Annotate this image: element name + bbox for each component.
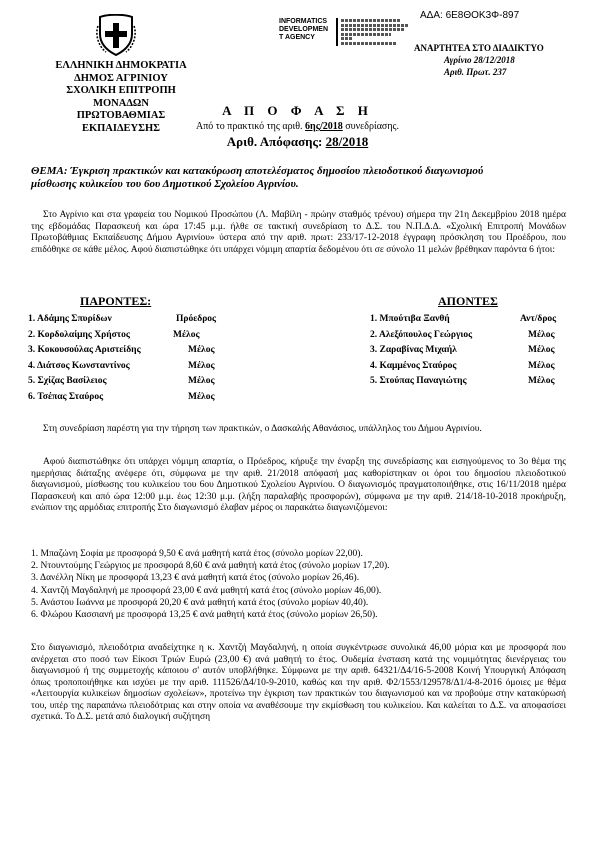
secretary-paragraph: Στη συνεδρίαση παρέστη για την τήρηση των πρακτικών, ο Δασκαλής Αθανάσιος, υπάλληλος του Δήμου Αγρινίου. <box>43 424 482 434</box>
list-item: 3. Δανέλλη Νίκη με προσφορά 13,23 € ανά μαθητή κατά έτος (σύνολο μορίων 26,46). <box>31 573 360 584</box>
issuer-line: ΔΗΜΟΣ ΑΓΡΙΝΙΟΥ <box>74 72 168 84</box>
issuer-line: ΠΡΩΤΟΒΑΘΜΙΑΣ ΕΚΠΑΙΔΕΥΣΗΣ <box>76 110 166 134</box>
logo-emblem-icon <box>336 18 338 46</box>
document-date: Αγρίνιο 28/12/2018 <box>444 55 515 65</box>
list-item: 6. Τσέπας Σταύρος Μέλος <box>28 391 215 402</box>
protocol-number: Αριθ. Πρωτ. 237 <box>444 67 507 77</box>
list-item: 6. Φλώρου Κασσιανή με προσφορά 13,25 € ανά μαθητή κατά έτος (σύνολο μορίων 26,50). <box>31 610 378 621</box>
logo-fine-print <box>341 19 419 45</box>
decision-number: Αριθ. Απόφασης: 28/2018 <box>226 134 369 149</box>
present-heading: ΠΑΡΟΝΤΕΣ: <box>80 294 152 308</box>
logo-line: INFORMATICS <box>279 18 328 25</box>
proceedings-paragraph: Αφού διαπιστώθηκε ότι υπάρχει νόμιμη απαρτία, ο Πρόεδρος, κήρυξε την έναρξη της συνεδρίασης και εισηγούμενος το 3ο θέμα της ημερήσιας διάταξης ανέφερε ότι, σύμφωνα με την αριθ. 21/2018 απόφασή μας καθορίστηκαν οι όροι του δημοσίου πλειοδοτικού διαγωνισμού, μίσθωσης του κυλικείου του 6ου Δημοτικού Σχολείου Αγρινίου. Ο διαγωνισμός πραγματοποιήθηκε, στις 16/11/2018 ημέρα Παρασκευή και από ώρα 12:00 μ.μ. έως 12:30 μ.μ. (λήξη παραλαβής προσφορών), σύμφωνα με την αριθ. 214/18-10-2018 προκήρυξη, ενώπιον της αρμόδιας επιτροπής Στο διαγωνισμό έλαβαν μέρος οι παρακάτω διαγωνιζόμενοι: <box>31 457 566 513</box>
list-item: 4. Διάτσος Κωνσταντίνος Μέλος <box>28 360 215 371</box>
present-members-list <box>28 312 248 406</box>
ada-code: ΑΔΑ: 6Ε8ΘΟΚ3Φ-897 <box>420 10 520 21</box>
posting-notice: ΑΝΑΡΤΗΤΕΑ ΣΤΟ ΔΙΑΔΙΚΤΥΟ <box>414 43 544 53</box>
list-item: 3. Ζαραβίνας Μιχαήλ Μέλος <box>370 345 555 356</box>
logo-line: DEVELOPMEN <box>279 26 329 33</box>
intro-paragraph: Στο Αγρίνιο και στα γραφεία του Νομικού Προσώπου (Λ. Μαβίλη - πρώην σταθμός τρένου) σήμερα την 21η Δεκεμβρίου 2018 ημέρα της εβδομάδας Παρασκευή και ώρα 17:45 μ.μ. ήλθε σε τακτική συνεδρίαση το Δ.Σ. του Ν.Π.Δ.Δ. «Σχολική Επιτροπή Μονάδων Πρωτοβάθμιας Εκπαίδευσης Δήμου Αγρινίου» ύστερα από την αριθ. πρωτ: 233/17-12-2018 έγγραφη πρόσκληση του Προέδρου, που επιδόθηκε σε κάθε μέλος. Αφού διαπιστώθηκε ότι υπάρχει νόμιμη απαρτία δεδομένου ότι σε σύνολο 11 μελών βρέθηκαν παρόντα 6 ήτοι: <box>31 210 566 255</box>
subject-line: ΘΕΜΑ: Έγκριση πρακτικών και κατακύρωση αποτελέσματος δημοσίου πλειοδοτικού διαγωνισμού μίσθωσης κυλικείου του 6ου Δημοτικού Σχολείου Αγρινίου. <box>31 165 484 190</box>
list-item: 1. Αδάμης Σπυρίδων Πρόεδρος <box>28 314 217 324</box>
list-item: 2. Ντουντούμης Γεώργιος με προσφορά 8,60 € ανά μαθητή κατά έτος (σύνολο μορίων 17,20). <box>31 561 390 572</box>
greek-emblem-icon <box>96 14 136 56</box>
list-item: 4. Καμμένος Σταύρος Μέλος <box>370 360 555 371</box>
issuer-line: ΕΛΛΗΝΙΚΗ ΔΗΜΟΚΡΑΤΙΑ <box>55 60 187 71</box>
list-item: 3. Κοκουσούλας Αριστείδης Μέλος <box>28 345 215 356</box>
logo-line: T AGENCY <box>279 34 315 41</box>
document-subtitle: Από το πρακτικό της αριθ. 6ης/2018 συνεδρίασης. <box>195 121 400 132</box>
list-item: 1. Μπαζώνη Σοφία με προσφορά 9,50 € ανά μαθητή κατά έτος (σύνολο μορίων 22,00). <box>31 549 363 559</box>
list-item: 4. Χαντζή Μαγδαληνή με προσφορά 23,00 € ανά μαθητή κατά έτος (σύνολο μορίων 46,00). <box>31 585 382 596</box>
list-item: 5. Ανάστου Ιωάννα με προσφορά 20,20 € ανά μαθητή κατά έτος (σύνολο μορίων 40,40). <box>31 597 369 608</box>
list-item: 2. Κορδολαίμης Χρήστος Μέλος <box>28 329 200 340</box>
list-item: 1. Μπούτιβα Ξανθή Αντ/δρος <box>370 314 557 324</box>
offers-list <box>31 548 390 621</box>
conclusion-paragraph: Στο διαγωνισμό, πλειοδότρια αναδείχτηκε η κ. Χαντζή Μαγδαληνή, η οποία συγκέντρωσε συνολικά 46,00 μόρια και με προσφορά που ανέρχεται στο ποσό των Είκοσι Τριών Ευρώ (23,00 €) ανά μαθητή το έτος. Ουδεμία ένσταση κατά της νομιμότητας διενέργειας του διαγωνισμού ή της συμμετοχής κάποιου σ' αυτόν υποβλήθηκε. Σύμφωνα με την αριθ. 64321/Δ4/16-5-2008 Κοινή Υπουργική Απόφαση όπως τροποποιήθηκε και ισχύει με την αριθ. 111526/Δ4/10-9-2010, καθώς και την αριθ. Φ2/1553/129578/Δ1/4-8-2016 όμοιες με θέμα «Λειτουργία κυλικείων δημοσίων σχολείων», προτείνω την έγκριση των πρακτικών του διαγωνισμού και να προβούμε στην κατακύρωσή του, υπέρ της παραπάνω πλειοδότριας και στην οποία να αναθέσουμε την εκμίσθωση του κυλικείου. Και καλείται το Δ.Σ. να αποφασίσει σχετικά. Το Δ.Σ. μετά από διαλογική συζήτηση <box>31 643 566 722</box>
posting-block <box>414 42 544 78</box>
informatics-agency-logo <box>279 18 421 52</box>
issuer-line: ΣΧΟΛΙΚΗ ΕΠΙΤΡΟΠΗ ΜΟΝΑΔΩΝ <box>66 85 176 109</box>
list-item: 2. Αλεξόπουλος Γεώργιος Μέλος <box>370 329 555 340</box>
list-item: 5. Στούπας Παναγιώτης Μέλος <box>370 376 555 387</box>
document-title: Α Π Ο Φ Α Σ Η <box>222 103 373 118</box>
absent-heading: ΑΠΟΝΤΕΣ <box>438 294 498 308</box>
list-item: 5. Σχίζας Βασίλειος Μέλος <box>28 376 215 387</box>
absent-members-list <box>370 312 565 390</box>
